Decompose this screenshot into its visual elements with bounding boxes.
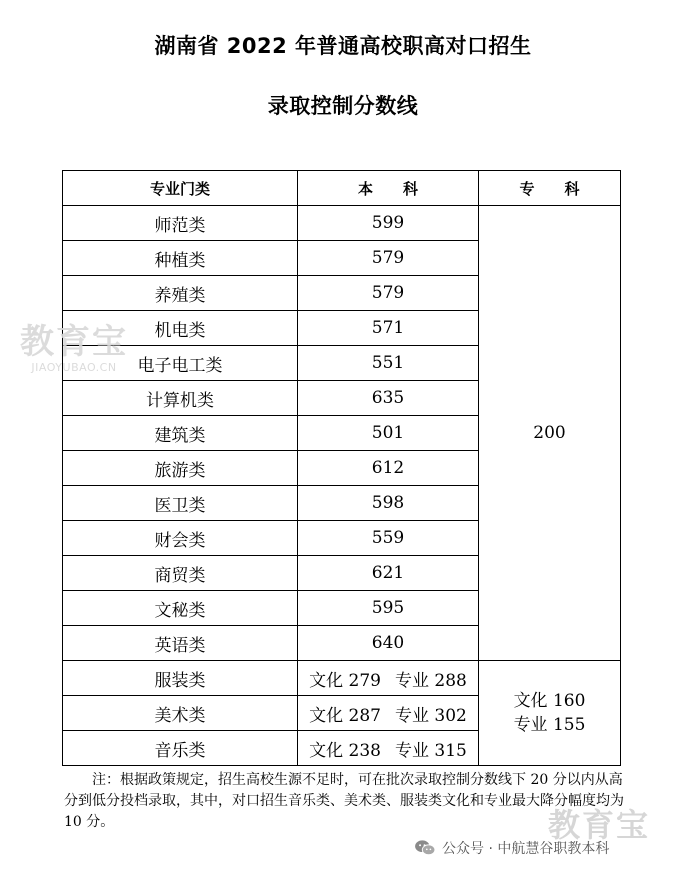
zhuanye-score: 专业 315	[395, 740, 467, 761]
category-cell: 服装类	[63, 661, 298, 696]
benke-score-cell: 599	[298, 206, 479, 241]
benke-score-cell	[298, 696, 479, 731]
benke-score-cell	[298, 731, 479, 766]
category-cell: 计算机类	[63, 381, 298, 416]
zhuanke-general-score-cell: 200	[479, 206, 621, 661]
category-cell: 美术类	[63, 696, 298, 731]
benke-score-cell: 640	[298, 626, 479, 661]
category-cell: 养殖类	[63, 276, 298, 311]
footnote: 注：根据政策规定，招生高校生源不足时，可在批次录取控制分数线下 20 分以内从高分到低分投档录取，其中，对口招生音乐类、美术类、服装类文化和专业最大降分幅度均为 10 分。	[64, 772, 624, 830]
benke-score-cell: 612	[298, 451, 479, 486]
wenhua-score: 文化 287	[309, 705, 381, 726]
header-category: 专业门类	[63, 171, 298, 206]
benke-score-cell	[298, 661, 479, 696]
document-title: 湖南省 2022 年普通高校职高对口招生	[154, 34, 532, 58]
wenhua-score: 文化 238	[309, 740, 381, 761]
footer-text: 公众号 · 中航慧谷职教本科	[442, 841, 610, 857]
benke-score-cell: 621	[298, 556, 479, 591]
score-table	[62, 170, 621, 766]
category-cell: 商贸类	[63, 556, 298, 591]
header-benke: 本 科	[298, 171, 479, 206]
watermark-logo-right: 教育宝	[548, 806, 651, 844]
category-cell: 师范类	[63, 206, 298, 241]
category-cell: 机电类	[63, 311, 298, 346]
benke-score-cell: 501	[298, 416, 479, 451]
category-cell: 文秘类	[63, 591, 298, 626]
category-cell: 种植类	[63, 241, 298, 276]
table-row	[63, 661, 621, 696]
benke-score-cell: 579	[298, 276, 479, 311]
header-zhuanke: 专 科	[479, 171, 621, 206]
category-cell: 医卫类	[63, 486, 298, 521]
category-cell: 音乐类	[63, 731, 298, 766]
zk-zhuanye-score: 专业 155	[513, 715, 586, 735]
zk-wenhua-score: 文化 160	[513, 691, 586, 711]
benke-score-cell: 598	[298, 486, 479, 521]
benke-score-cell: 559	[298, 521, 479, 556]
benke-score-cell: 551	[298, 346, 479, 381]
document-subtitle: 录取控制分数线	[267, 94, 419, 118]
table-row	[63, 206, 621, 241]
category-cell: 财会类	[63, 521, 298, 556]
category-cell: 电子电工类	[63, 346, 298, 381]
category-cell: 英语类	[63, 626, 298, 661]
benke-score-cell: 571	[298, 311, 479, 346]
wechat-account-footer	[414, 837, 609, 859]
zhuanye-score: 专业 302	[395, 705, 467, 726]
wechat-icon	[414, 839, 436, 857]
benke-score-cell: 635	[298, 381, 479, 416]
category-cell: 建筑类	[63, 416, 298, 451]
benke-score-cell: 595	[298, 591, 479, 626]
watermark-logo-left: 教育宝 JIAOYUBAO.CN	[20, 322, 128, 374]
table-header-row	[63, 171, 621, 206]
zhuanke-art-score-cell	[479, 661, 621, 766]
wenhua-score: 文化 279	[309, 670, 381, 691]
zhuanye-score: 专业 288	[395, 670, 467, 691]
category-cell: 旅游类	[63, 451, 298, 486]
benke-score-cell: 579	[298, 241, 479, 276]
